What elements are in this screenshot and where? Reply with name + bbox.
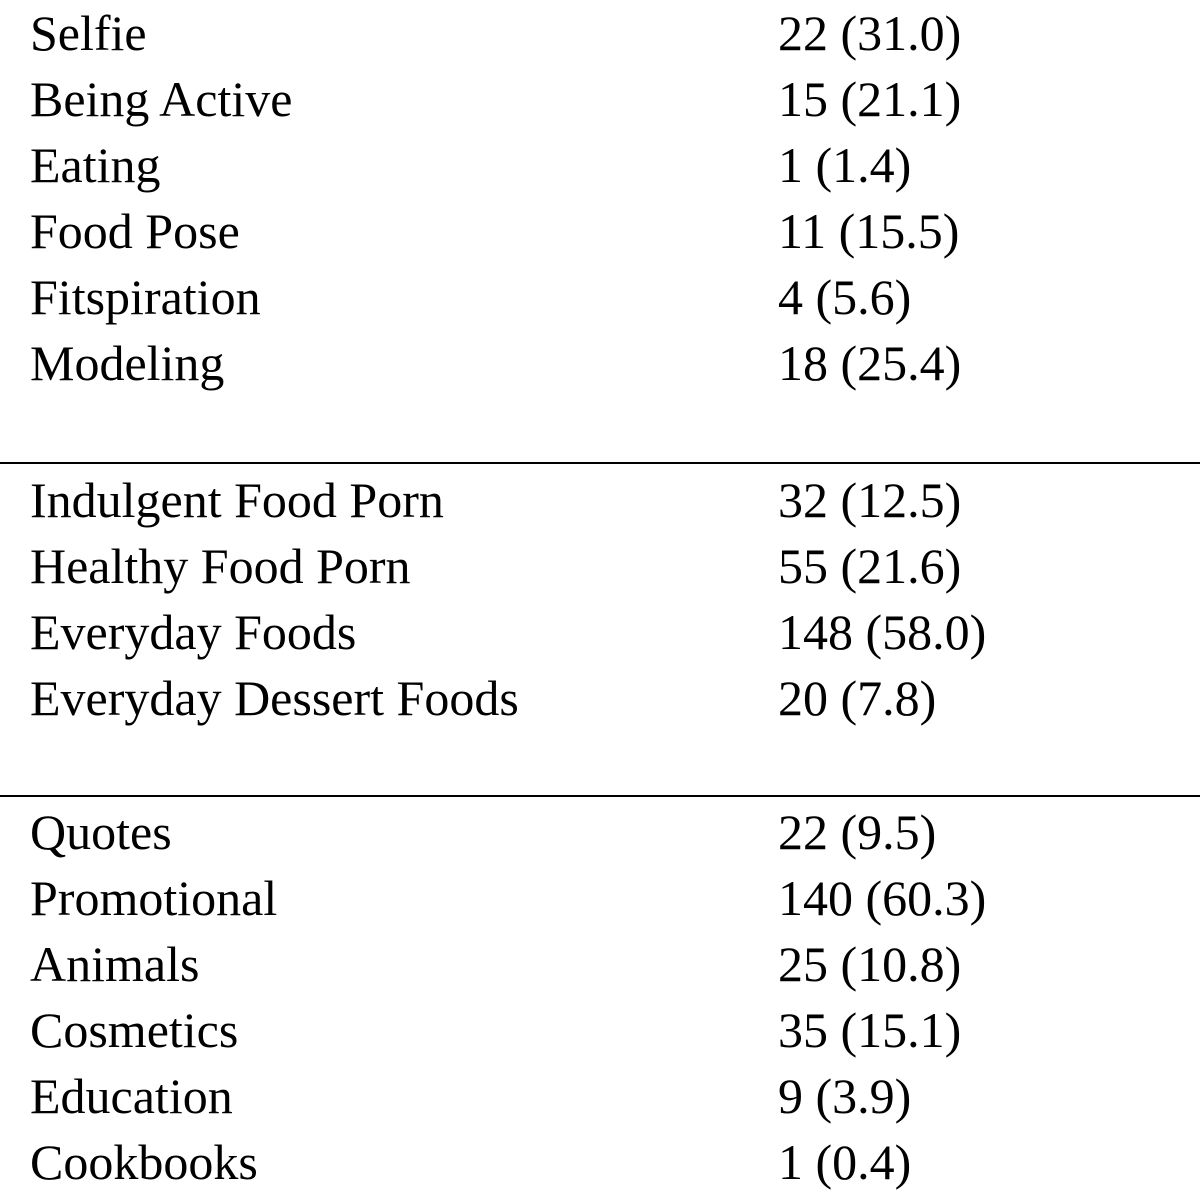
row-value: 11 (15.5)	[778, 203, 960, 259]
table-row	[0, 997, 1200, 1063]
table-row	[0, 0, 1200, 66]
row-value: 15 (21.1)	[778, 71, 962, 127]
table-section-food	[0, 467, 1200, 731]
row-value: 35 (15.1)	[778, 1002, 962, 1058]
table-row	[0, 66, 1200, 132]
table-row	[0, 533, 1200, 599]
table-section-other	[0, 799, 1200, 1195]
row-label: Everyday Dessert Foods	[30, 670, 519, 726]
table-row	[0, 330, 1200, 396]
table-row	[0, 198, 1200, 264]
row-label: Animals	[30, 936, 200, 992]
table-row	[0, 799, 1200, 865]
row-label: Modeling	[30, 335, 225, 391]
row-label: Indulgent Food Porn	[30, 472, 444, 528]
table-row	[0, 665, 1200, 731]
row-value: 55 (21.6)	[778, 538, 962, 594]
row-value: 25 (10.8)	[778, 936, 962, 992]
row-label: Food Pose	[30, 203, 240, 259]
row-value: 140 (60.3)	[778, 870, 987, 926]
row-label: Selfie	[30, 5, 147, 61]
row-value: 148 (58.0)	[778, 604, 987, 660]
row-value: 32 (12.5)	[778, 472, 962, 528]
table-section-people	[0, 0, 1200, 396]
row-value: 20 (7.8)	[778, 670, 937, 726]
row-label: Being Active	[30, 71, 293, 127]
row-label: Quotes	[30, 804, 172, 860]
row-value: 4 (5.6)	[778, 269, 912, 325]
row-label: Promotional	[30, 870, 278, 926]
row-label: Fitspiration	[30, 269, 261, 325]
row-label: Everyday Foods	[30, 604, 357, 660]
table-row	[0, 1129, 1200, 1195]
section-divider	[0, 795, 1200, 797]
section-divider	[0, 462, 1200, 464]
row-value: 22 (9.5)	[778, 804, 937, 860]
table-row	[0, 599, 1200, 665]
row-label: Cookbooks	[30, 1134, 258, 1190]
table-row	[0, 865, 1200, 931]
table-row	[0, 264, 1200, 330]
row-value: 1 (1.4)	[778, 137, 912, 193]
table-row	[0, 132, 1200, 198]
row-label: Education	[30, 1068, 233, 1124]
row-value: 18 (25.4)	[778, 335, 962, 391]
table-row	[0, 931, 1200, 997]
row-label: Eating	[30, 137, 161, 193]
row-value: 1 (0.4)	[778, 1134, 912, 1190]
row-value: 9 (3.9)	[778, 1068, 912, 1124]
row-label: Healthy Food Porn	[30, 538, 411, 594]
table-row	[0, 467, 1200, 533]
row-label: Cosmetics	[30, 1002, 239, 1058]
row-value: 22 (31.0)	[778, 5, 962, 61]
table-row	[0, 1063, 1200, 1129]
